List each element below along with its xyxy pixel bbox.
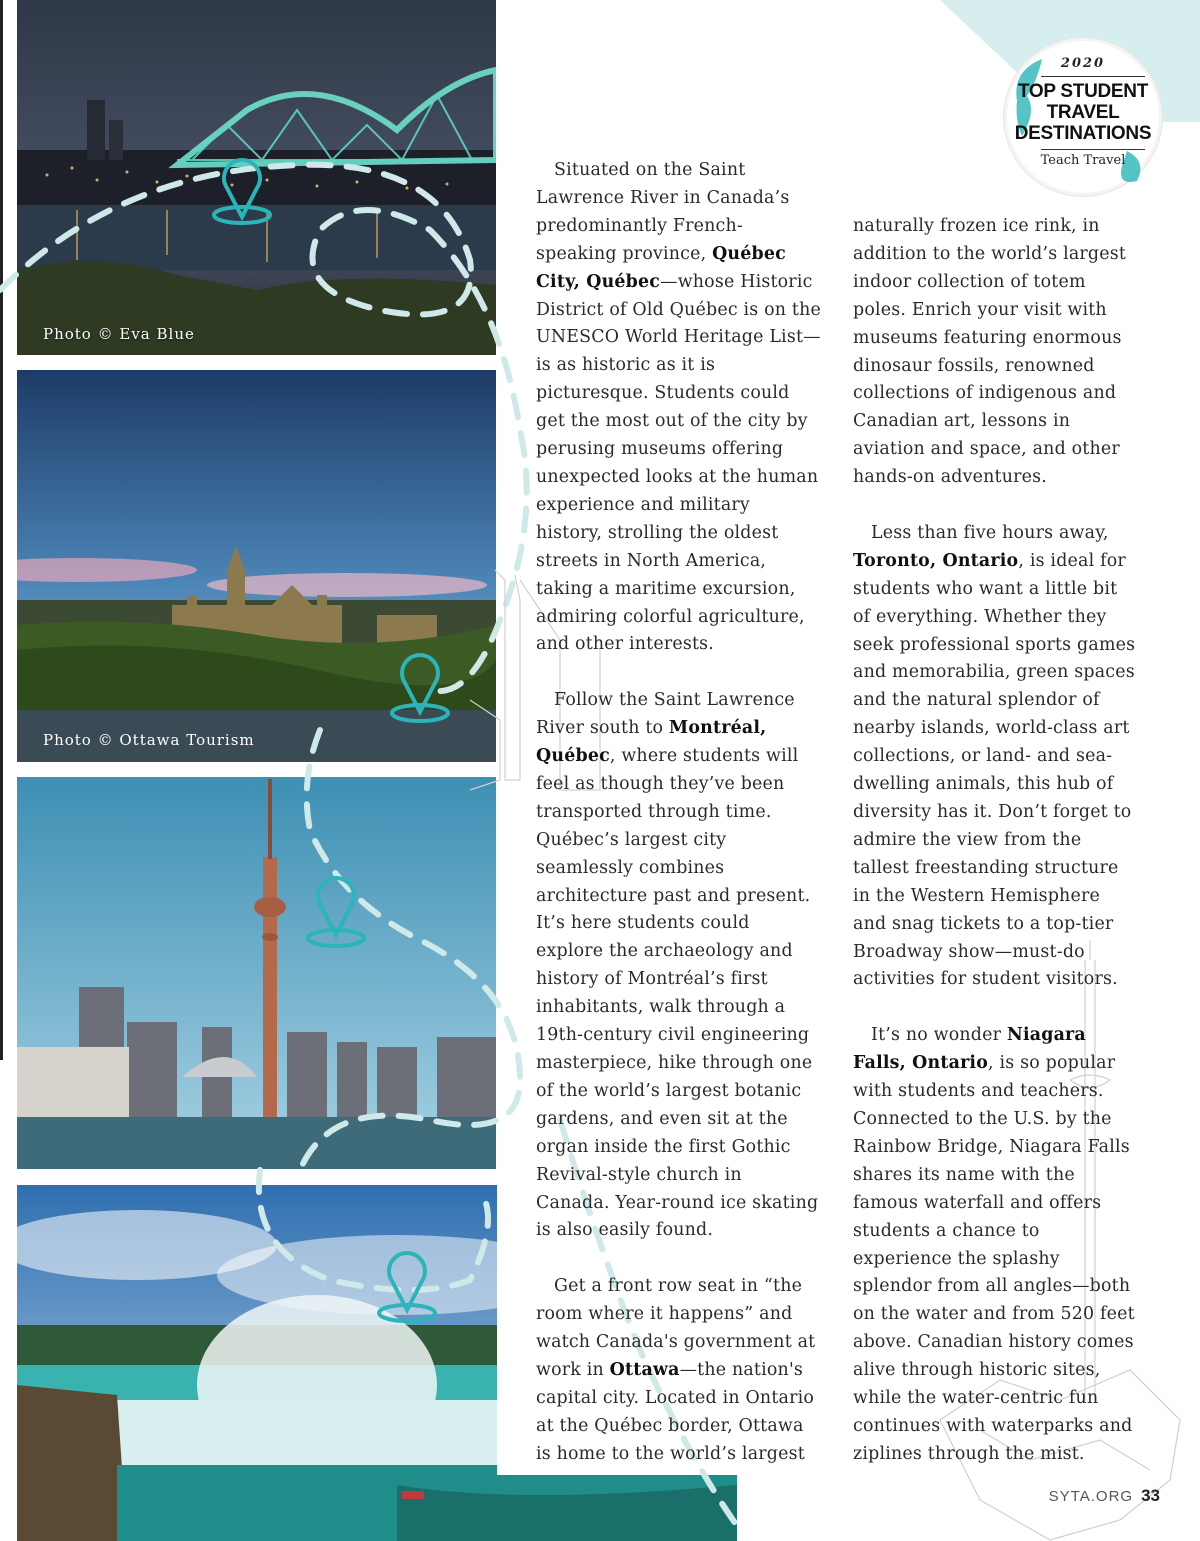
text: , where students will feel as though they’ve been transported through time. Québec’s largest city seamlessly combines architecture past and present. It’s here students could explore the archaeology and history of Montréal’s first inhabitants, walk through a 19th-century civil engineering masterpiece, hike through one of the world’s largest botanic gardens, and even sit at the organ inside the first Gothic Revival-style church in Canada. Year-round ice skating is also easily found. xyxy=(536,746,819,1241)
paragraph-quebec xyxy=(536,157,821,659)
place-name: Montréal, Québec xyxy=(536,718,767,767)
page-edge-line xyxy=(0,0,3,1060)
page-number: 33 xyxy=(1141,1486,1160,1505)
teach-travel-logo: Teach Travel xyxy=(1040,153,1126,168)
badge-line-1: TOP STUDENT xyxy=(1017,81,1149,102)
paragraph-montreal xyxy=(536,687,821,1245)
paragraph-ottawa-cont xyxy=(853,213,1138,492)
photo-credit-1: Photo © Eva Blue xyxy=(43,325,195,343)
text: Get a front row seat in “the room where it happens” and watch Canada's government at work in xyxy=(536,1276,816,1380)
page-footer xyxy=(1049,1486,1160,1506)
article-column-1 xyxy=(536,157,821,1496)
badge-line-2: TRAVEL xyxy=(1046,102,1120,123)
badge-rule xyxy=(1041,76,1145,77)
photo-ottawa-parliament xyxy=(17,370,496,762)
text: It’s no wonder xyxy=(871,1025,1007,1046)
text: Less than five hours away, xyxy=(871,522,1109,543)
badge-year: 2020 xyxy=(1060,56,1106,71)
place-name: Québec City, Québec xyxy=(536,243,786,292)
text: , is ideal for students who want a little bit of everything. Whether they seek professional sports games and memorabilia, green spaces and the natural splendor of nearby islands, world-class art collections, or land- and sea-dwelling animals, this hub of diversity has it. Don’t forget to admire the view from the tallest freestanding structure in the Western Hemisphere and snag tickets to a top-tier Broadway show—must-do activities for student visitors. xyxy=(853,550,1136,990)
text: —whose Historic District of Old Québec is on the UNESCO World Heritage List—is as historic as it is picturesque. Students could get the most out of the city by perusing museums offering unexpected looks at the human experience and military history, strolling the oldest streets in North America, taking a maritime excursion, admiring colorful agriculture, and other interests. xyxy=(536,271,821,655)
badge-line-3: DESTINATIONS xyxy=(1014,123,1152,144)
article-column-2 xyxy=(853,213,1138,1497)
place-name: Toronto, Ontario xyxy=(853,550,1019,571)
photo-toronto-skyline xyxy=(17,777,496,1169)
place-name: Niagara Falls, Ontario xyxy=(853,1025,1086,1074)
badge-rule xyxy=(1041,149,1145,150)
place-name: Ottawa xyxy=(609,1359,680,1380)
text: Follow the Saint Lawrence River south to xyxy=(536,690,795,739)
text: Situated on the Saint Lawrence River in Canada’s predominantly French-speaking province, xyxy=(536,160,790,264)
paragraph-niagara xyxy=(853,1022,1138,1469)
photo-quebec-bridge xyxy=(17,0,496,355)
text: naturally frozen ice rink, in addition to the world’s largest indoor collection of totem poles. Enrich your visit with museums featuring enormous dinosaur fossils, renowned collections of indigenous and Canadian art, lessons in aviation and space, and other hands-on adventures. xyxy=(853,216,1127,488)
photo-credit-2: Photo © Ottawa Tourism xyxy=(43,731,255,749)
text: —the nation's capital city. Located in Ontario at the Québec border, Ottawa is home to the world’s largest xyxy=(536,1359,815,1464)
paragraph-ottawa xyxy=(536,1273,821,1468)
site-url: SYTA.ORG xyxy=(1048,1488,1134,1505)
top-destinations-badge xyxy=(1004,38,1162,196)
text: , is so popular with students and teachers. Connected to the U.S. by the Rainbow Bridge, Niagara Falls shares its name with the famous waterfall and offers students a chance to experience the splashy splendor from all angles—both on the water and from 520 feet above. Canadian history comes alive through historic sites, while the water-centric fun continues with waterparks and ziplines through the mist. xyxy=(853,1053,1135,1464)
paragraph-toronto xyxy=(853,520,1138,994)
